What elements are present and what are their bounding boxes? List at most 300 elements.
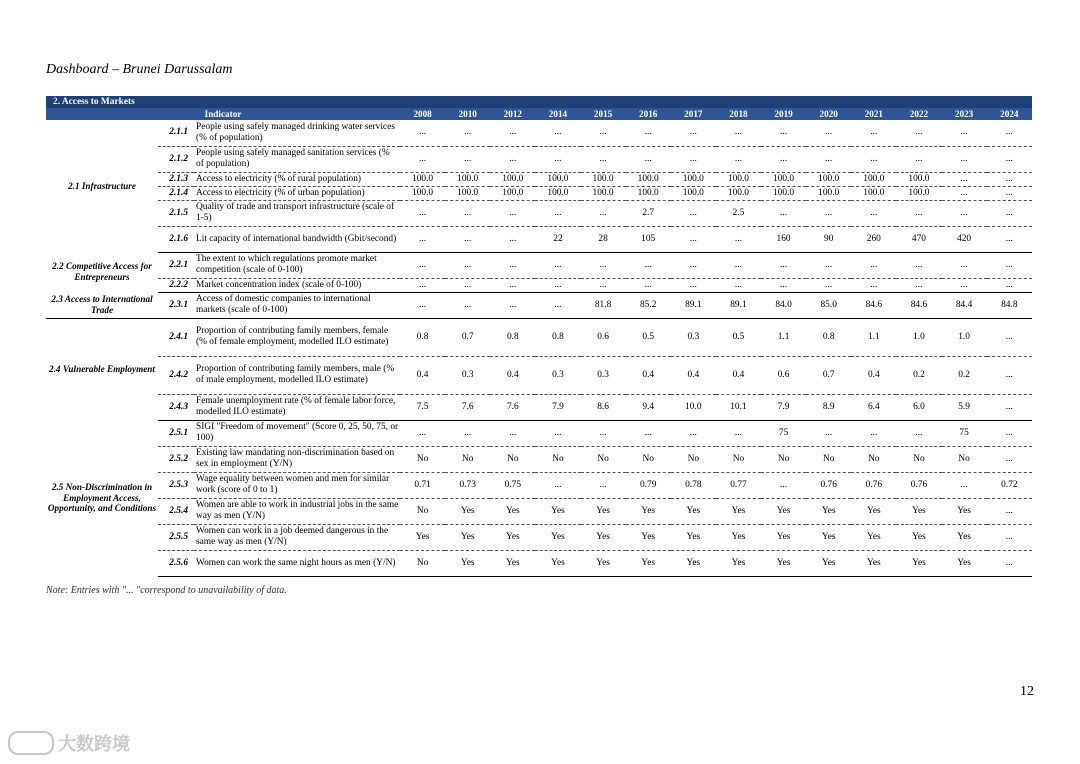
- value-cell: 7.6: [490, 394, 535, 420]
- value-cell: 0.4: [626, 356, 671, 394]
- value-cell: ...: [942, 200, 987, 226]
- value-cell: ...: [987, 200, 1032, 226]
- value-cell: 100.0: [400, 172, 445, 186]
- value-cell: Yes: [896, 524, 941, 550]
- value-cell: 0.4: [671, 356, 716, 394]
- value-cell: ...: [761, 472, 806, 498]
- value-cell: ...: [671, 200, 716, 226]
- indicator-code: 2.5.3: [158, 472, 194, 498]
- value-cell: ...: [896, 200, 941, 226]
- value-cell: 84.6: [851, 292, 896, 318]
- value-cell: 0.5: [716, 318, 761, 356]
- value-cell: 100.0: [490, 172, 535, 186]
- year-column-header: 2014: [535, 108, 580, 120]
- value-cell: ...: [716, 420, 761, 446]
- year-column-header: 2016: [626, 108, 671, 120]
- value-cell: No: [761, 446, 806, 472]
- value-cell: 1.1: [761, 318, 806, 356]
- value-cell: Yes: [671, 498, 716, 524]
- indicator-code: 2.2.2: [158, 278, 194, 292]
- value-cell: ...: [445, 252, 490, 278]
- value-cell: Yes: [716, 498, 761, 524]
- value-cell: 1.0: [896, 318, 941, 356]
- value-cell: 0.3: [445, 356, 490, 394]
- indicator-code: 2.5.6: [158, 550, 194, 576]
- indicator-label: Access to electricity (% of rural population): [194, 172, 400, 186]
- indicator-label: Wage equality between women and men for similar work (score of 0 to 1): [194, 472, 400, 498]
- value-cell: ...: [806, 146, 851, 172]
- value-cell: 0.5: [626, 318, 671, 356]
- value-cell: ...: [581, 252, 626, 278]
- year-column-header: 2019: [761, 108, 806, 120]
- value-cell: Yes: [942, 524, 987, 550]
- value-cell: ...: [942, 172, 987, 186]
- group-label: 2.1 Infrastructure: [68, 180, 136, 191]
- value-cell: ...: [716, 226, 761, 252]
- indicator-label: Proportion of contributing family members, female (% of female employment, modelled ILO estimate): [194, 318, 400, 356]
- value-cell: 89.1: [671, 292, 716, 318]
- value-cell: ...: [400, 120, 445, 146]
- value-cell: 0.4: [716, 356, 761, 394]
- value-cell: No: [851, 446, 896, 472]
- value-cell: 0.77: [716, 472, 761, 498]
- value-cell: 100.0: [490, 186, 535, 200]
- value-cell: ...: [942, 252, 987, 278]
- indicator-column-header: Indicator: [46, 108, 400, 120]
- value-cell: 0.75: [490, 472, 535, 498]
- indicator-code: 2.1.4: [158, 186, 194, 200]
- value-cell: Yes: [490, 524, 535, 550]
- group-label: 2.2 Competitive Access for Entrepreneurs: [52, 261, 152, 282]
- value-cell: Yes: [581, 498, 626, 524]
- value-cell: 105: [626, 226, 671, 252]
- value-cell: 1.1: [851, 318, 896, 356]
- indicator-code: 2.4.2: [158, 356, 194, 394]
- indicator-label: Quality of trade and transport infrastructure (scale of 1-5): [194, 200, 400, 226]
- value-cell: ...: [626, 252, 671, 278]
- value-cell: Yes: [716, 550, 761, 576]
- section-title: 2. Access to Markets: [46, 96, 1032, 108]
- year-column-header: 2020: [806, 108, 851, 120]
- value-cell: ...: [581, 420, 626, 446]
- value-cell: ...: [581, 120, 626, 146]
- value-cell: Yes: [581, 524, 626, 550]
- value-cell: 100.0: [806, 186, 851, 200]
- year-column-header: 2023: [942, 108, 987, 120]
- table-row: [46, 550, 1032, 576]
- value-cell: ...: [535, 472, 580, 498]
- value-cell: No: [581, 446, 626, 472]
- value-cell: ...: [581, 200, 626, 226]
- value-cell: ...: [851, 200, 896, 226]
- value-cell: ...: [445, 278, 490, 292]
- value-cell: 100.0: [896, 172, 941, 186]
- value-cell: ...: [490, 278, 535, 292]
- value-cell: No: [671, 446, 716, 472]
- value-cell: 0.7: [806, 356, 851, 394]
- value-cell: 100.0: [581, 186, 626, 200]
- value-cell: 9.4: [626, 394, 671, 420]
- year-column-header: 2018: [716, 108, 761, 120]
- indicator-code: 2.5.1: [158, 420, 194, 446]
- year-column-header: 2012: [490, 108, 535, 120]
- value-cell: Yes: [851, 498, 896, 524]
- value-cell: No: [942, 446, 987, 472]
- value-cell: ...: [490, 292, 535, 318]
- value-cell: ...: [761, 120, 806, 146]
- group-label: 2.4 Vulnerable Employment: [49, 363, 155, 374]
- value-cell: ...: [851, 252, 896, 278]
- value-cell: ...: [896, 278, 941, 292]
- value-cell: 0.78: [671, 472, 716, 498]
- value-cell: 89.1: [716, 292, 761, 318]
- value-cell: ...: [535, 278, 580, 292]
- value-cell: 84.6: [896, 292, 941, 318]
- value-cell: 81.8: [581, 292, 626, 318]
- value-cell: ...: [851, 120, 896, 146]
- page-title: Dashboard – Brunei Darussalam: [46, 62, 233, 77]
- value-cell: 0.8: [806, 318, 851, 356]
- indicator-code: 2.1.6: [158, 226, 194, 252]
- section-header-row: [46, 96, 1032, 108]
- value-cell: ...: [581, 146, 626, 172]
- indicator-label: Lit capacity of international bandwidth (Gbit/second): [194, 226, 400, 252]
- value-cell: ...: [987, 186, 1032, 200]
- table-row: [46, 200, 1032, 226]
- value-cell: Yes: [806, 498, 851, 524]
- value-cell: 100.0: [445, 186, 490, 200]
- table-row: [46, 252, 1032, 278]
- watermark-text: 大数跨境: [58, 734, 130, 755]
- value-cell: 260: [851, 226, 896, 252]
- indicator-label: The extent to which regulations promote market competition (scale of 0-100): [194, 252, 400, 278]
- value-cell: ...: [806, 420, 851, 446]
- indicator-label: People using safely managed drinking water services (% of population): [194, 120, 400, 146]
- value-cell: 84.4: [942, 292, 987, 318]
- value-cell: Yes: [626, 498, 671, 524]
- value-cell: 0.8: [400, 318, 445, 356]
- value-cell: ...: [896, 120, 941, 146]
- value-cell: Yes: [445, 524, 490, 550]
- value-cell: 100.0: [851, 172, 896, 186]
- value-cell: ...: [490, 252, 535, 278]
- value-cell: 100.0: [626, 186, 671, 200]
- value-cell: 100.0: [671, 172, 716, 186]
- value-cell: ...: [987, 524, 1032, 550]
- value-cell: ...: [987, 498, 1032, 524]
- value-cell: 100.0: [400, 186, 445, 200]
- value-cell: 100.0: [851, 186, 896, 200]
- value-cell: ...: [987, 394, 1032, 420]
- value-cell: Yes: [896, 498, 941, 524]
- value-cell: ...: [671, 278, 716, 292]
- value-cell: ...: [400, 278, 445, 292]
- value-cell: ...: [987, 550, 1032, 576]
- value-cell: ...: [671, 420, 716, 446]
- value-cell: ...: [671, 120, 716, 146]
- value-cell: ...: [942, 146, 987, 172]
- value-cell: ...: [490, 226, 535, 252]
- table-row: [46, 146, 1032, 172]
- indicator-code: 2.2.1: [158, 252, 194, 278]
- value-cell: Yes: [535, 550, 580, 576]
- year-column-header: 2010: [445, 108, 490, 120]
- table-row: [46, 524, 1032, 550]
- value-cell: ...: [716, 278, 761, 292]
- value-cell: Yes: [942, 498, 987, 524]
- value-cell: ...: [806, 252, 851, 278]
- value-cell: Yes: [761, 524, 806, 550]
- value-cell: 0.72: [987, 472, 1032, 498]
- value-cell: ...: [761, 200, 806, 226]
- table-row: [46, 356, 1032, 394]
- value-cell: Yes: [626, 524, 671, 550]
- value-cell: 420: [942, 226, 987, 252]
- indicator-label: Market concentration index (scale of 0-100): [194, 278, 400, 292]
- value-cell: 7.9: [535, 394, 580, 420]
- value-cell: ...: [400, 200, 445, 226]
- value-cell: 100.0: [896, 186, 941, 200]
- value-cell: Yes: [535, 498, 580, 524]
- value-cell: 10.1: [716, 394, 761, 420]
- value-cell: 75: [761, 420, 806, 446]
- table-row: [46, 472, 1032, 498]
- indicator-code: 2.5.2: [158, 446, 194, 472]
- indicator-code: 2.3.1: [158, 292, 194, 318]
- year-column-header: 2015: [581, 108, 626, 120]
- indicator-code: 2.1.1: [158, 120, 194, 146]
- value-cell: ...: [400, 252, 445, 278]
- value-cell: 5.9: [942, 394, 987, 420]
- indicator-code: 2.5.5: [158, 524, 194, 550]
- value-cell: 0.6: [761, 356, 806, 394]
- value-cell: ...: [896, 420, 941, 446]
- value-cell: No: [896, 446, 941, 472]
- value-cell: 470: [896, 226, 941, 252]
- value-cell: ...: [942, 278, 987, 292]
- value-cell: 0.3: [535, 356, 580, 394]
- watermark: [8, 730, 130, 756]
- indicator-label: Access of domestic companies to international markets (scale of 0-100): [194, 292, 400, 318]
- value-cell: ...: [490, 120, 535, 146]
- indicator-label: Women can work the same night hours as men (Y/N): [194, 550, 400, 576]
- value-cell: No: [806, 446, 851, 472]
- value-cell: ...: [716, 120, 761, 146]
- value-cell: ...: [987, 252, 1032, 278]
- value-cell: 100.0: [445, 172, 490, 186]
- column-header-row: [46, 108, 1032, 120]
- value-cell: 100.0: [671, 186, 716, 200]
- value-cell: 100.0: [716, 186, 761, 200]
- value-cell: Yes: [716, 524, 761, 550]
- value-cell: ...: [761, 278, 806, 292]
- indicator-label: Female unemployment rate (% of female labor force, modelled ILO estimate): [194, 394, 400, 420]
- value-cell: 100.0: [581, 172, 626, 186]
- value-cell: ...: [626, 146, 671, 172]
- indicator-code: 2.1.2: [158, 146, 194, 172]
- value-cell: 85.2: [626, 292, 671, 318]
- value-cell: 84.0: [761, 292, 806, 318]
- year-column-header: 2022: [896, 108, 941, 120]
- value-cell: Yes: [851, 524, 896, 550]
- indicator-code: 2.5.4: [158, 498, 194, 524]
- value-cell: 6.0: [896, 394, 941, 420]
- table-row: [46, 394, 1032, 420]
- value-cell: 0.73: [445, 472, 490, 498]
- value-cell: ...: [581, 278, 626, 292]
- value-cell: Yes: [581, 550, 626, 576]
- indicator-label: Existing law mandating non-discrimination based on sex in employment (Y/N): [194, 446, 400, 472]
- value-cell: ...: [445, 146, 490, 172]
- year-column-header: 2008: [400, 108, 445, 120]
- value-cell: ...: [851, 420, 896, 446]
- value-cell: ...: [806, 120, 851, 146]
- value-cell: ...: [987, 420, 1032, 446]
- value-cell: 0.2: [896, 356, 941, 394]
- value-cell: Yes: [626, 550, 671, 576]
- value-cell: No: [400, 550, 445, 576]
- value-cell: 75: [942, 420, 987, 446]
- value-cell: ...: [671, 226, 716, 252]
- value-cell: ...: [896, 146, 941, 172]
- group-label: 2.5 Non-Discrimination in Employment Access, Opportunity, and Conditions: [47, 482, 157, 514]
- value-cell: ...: [535, 292, 580, 318]
- dashboard-table: [46, 96, 1032, 577]
- indicator-code: 2.1.5: [158, 200, 194, 226]
- value-cell: 0.76: [851, 472, 896, 498]
- table-row: [46, 420, 1032, 446]
- value-cell: Yes: [535, 524, 580, 550]
- value-cell: 2.7: [626, 200, 671, 226]
- value-cell: 0.71: [400, 472, 445, 498]
- value-cell: 0.8: [535, 318, 580, 356]
- year-column-header: 2024: [987, 108, 1032, 120]
- value-cell: ...: [490, 200, 535, 226]
- value-cell: Yes: [445, 498, 490, 524]
- value-cell: 100.0: [535, 186, 580, 200]
- value-cell: ...: [716, 146, 761, 172]
- value-cell: ...: [942, 472, 987, 498]
- value-cell: ...: [445, 226, 490, 252]
- value-cell: 0.76: [896, 472, 941, 498]
- table-row: [46, 498, 1032, 524]
- value-cell: 2.5: [716, 200, 761, 226]
- value-cell: Yes: [671, 550, 716, 576]
- value-cell: 0.3: [671, 318, 716, 356]
- value-cell: ...: [987, 172, 1032, 186]
- value-cell: Yes: [851, 550, 896, 576]
- value-cell: 0.3: [581, 356, 626, 394]
- value-cell: 8.9: [806, 394, 851, 420]
- value-cell: 0.4: [400, 356, 445, 394]
- value-cell: ...: [671, 252, 716, 278]
- value-cell: Yes: [896, 550, 941, 576]
- value-cell: ...: [806, 278, 851, 292]
- value-cell: 7.5: [400, 394, 445, 420]
- value-cell: No: [535, 446, 580, 472]
- dashboard-table-wrapper: [46, 96, 1032, 577]
- value-cell: ...: [400, 292, 445, 318]
- value-cell: ...: [851, 146, 896, 172]
- value-cell: ...: [535, 252, 580, 278]
- value-cell: ...: [535, 200, 580, 226]
- value-cell: Yes: [761, 498, 806, 524]
- value-cell: ...: [671, 146, 716, 172]
- page-number: 12: [1020, 684, 1034, 699]
- value-cell: ...: [806, 200, 851, 226]
- value-cell: 7.9: [761, 394, 806, 420]
- value-cell: ...: [987, 318, 1032, 356]
- value-cell: ...: [987, 278, 1032, 292]
- table-row: [46, 292, 1032, 318]
- value-cell: ...: [987, 226, 1032, 252]
- value-cell: 6.4: [851, 394, 896, 420]
- watermark-logo-icon: [8, 731, 54, 755]
- value-cell: 8.6: [581, 394, 626, 420]
- value-cell: No: [716, 446, 761, 472]
- table-row: [46, 186, 1032, 200]
- value-cell: 100.0: [761, 172, 806, 186]
- value-cell: 160: [761, 226, 806, 252]
- value-cell: 7.6: [445, 394, 490, 420]
- value-cell: 1.0: [942, 318, 987, 356]
- value-cell: 100.0: [761, 186, 806, 200]
- value-cell: Yes: [671, 524, 716, 550]
- value-cell: 0.79: [626, 472, 671, 498]
- value-cell: 10.0: [671, 394, 716, 420]
- value-cell: ...: [761, 146, 806, 172]
- value-cell: 100.0: [626, 172, 671, 186]
- value-cell: 100.0: [535, 172, 580, 186]
- value-cell: ...: [535, 420, 580, 446]
- value-cell: ...: [581, 472, 626, 498]
- value-cell: 100.0: [806, 172, 851, 186]
- value-cell: ...: [445, 292, 490, 318]
- value-cell: ...: [490, 146, 535, 172]
- value-cell: Yes: [942, 550, 987, 576]
- value-cell: ...: [896, 252, 941, 278]
- indicator-code: 2.1.3: [158, 172, 194, 186]
- value-cell: 0.7: [445, 318, 490, 356]
- value-cell: No: [626, 446, 671, 472]
- value-cell: 85.0: [806, 292, 851, 318]
- value-cell: 0.2: [942, 356, 987, 394]
- table-row: [46, 318, 1032, 356]
- value-cell: ...: [851, 278, 896, 292]
- value-cell: Yes: [490, 498, 535, 524]
- indicator-label: People using safely managed sanitation services (% of population): [194, 146, 400, 172]
- value-cell: 0.4: [851, 356, 896, 394]
- value-cell: 0.4: [490, 356, 535, 394]
- table-note: Note: Entries with "... "correspond to unavailability of data.: [46, 585, 287, 596]
- indicator-label: Women are able to work in industrial jobs in the same way as men (Y/N): [194, 498, 400, 524]
- group-label: 2.3 Access to International Trade: [46, 292, 158, 318]
- value-cell: ...: [942, 120, 987, 146]
- value-cell: Yes: [806, 524, 851, 550]
- value-cell: 0.8: [490, 318, 535, 356]
- year-column-header: 2017: [671, 108, 716, 120]
- value-cell: ...: [626, 278, 671, 292]
- value-cell: ...: [490, 420, 535, 446]
- value-cell: 28: [581, 226, 626, 252]
- value-cell: No: [445, 446, 490, 472]
- value-cell: ...: [445, 420, 490, 446]
- value-cell: ...: [942, 186, 987, 200]
- value-cell: ...: [761, 252, 806, 278]
- value-cell: 100.0: [716, 172, 761, 186]
- value-cell: 0.6: [581, 318, 626, 356]
- indicator-label: Women can work in a job deemed dangerous in the same way as men (Y/N): [194, 524, 400, 550]
